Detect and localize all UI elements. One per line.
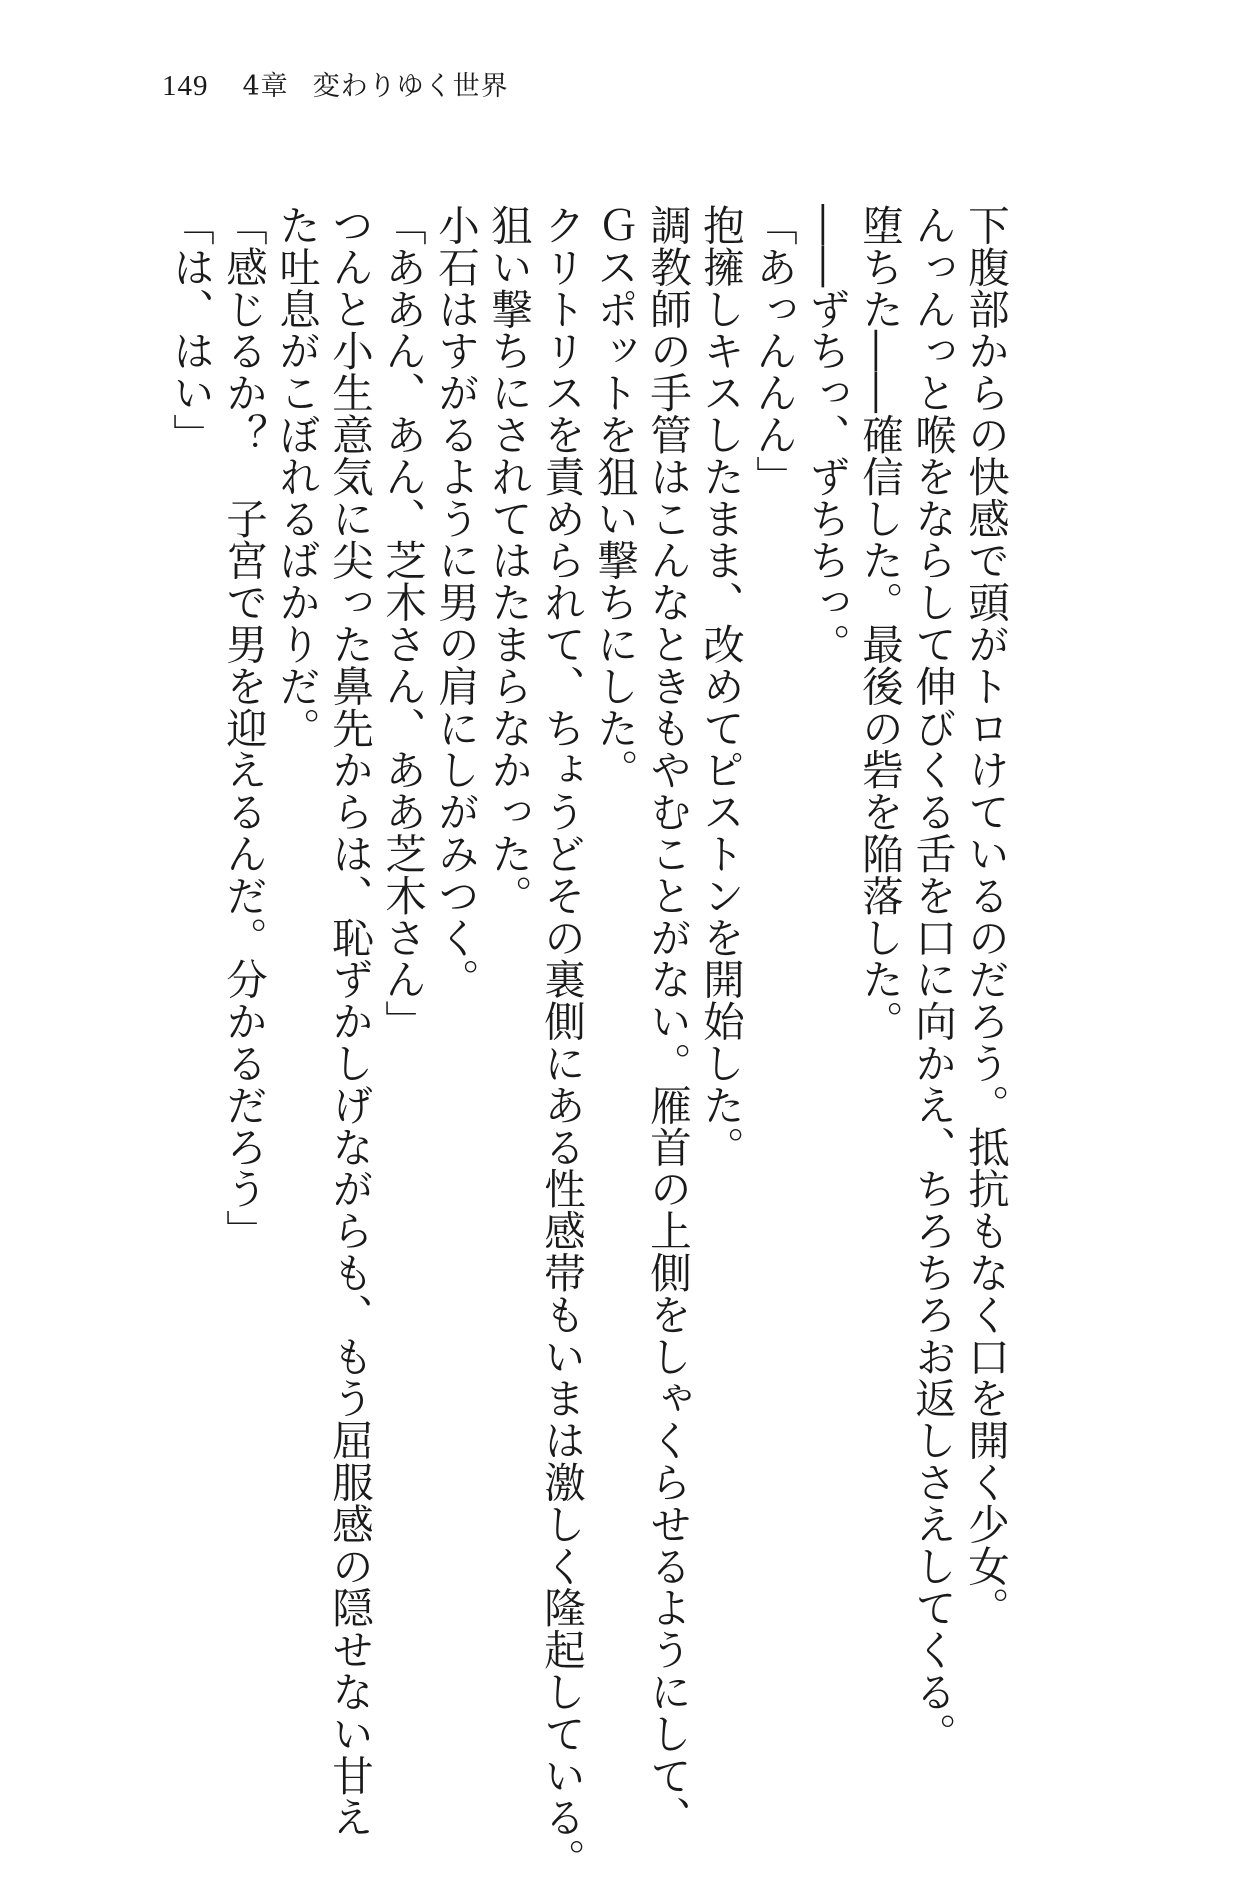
text-line: 小石はすがるように男の肩にしがみつく。 — [431, 204, 480, 1001]
text-line: 狙い撃ちにされてはたまらなかった。 — [484, 204, 533, 917]
page-number: 149 — [162, 70, 209, 102]
text-line: Ｇスポットを狙い撃ちにした。 — [590, 204, 639, 791]
text-line: 調教師の手管はこんなときもやむことがない。雁首の上側をしゃくらせるようにして、 — [643, 204, 692, 1839]
text-line: つんと小生意気に尖った鼻先からは、恥ずかしげながらも、もう屈服感の隠せない甘え — [325, 204, 374, 1839]
text-line: 抱擁しキスしたまま、改めてピストンを開始した。 — [696, 204, 745, 1168]
text-line: 「感じるか？ 子宮で男を迎えるんだ。分かるだろう」 — [219, 204, 268, 1252]
chapter-title: 変わりゆく世界 — [312, 71, 509, 102]
text-line: た吐息がこぼれるばかりだ。 — [272, 204, 321, 749]
text-line: 下腹部からの快感で頭がトロけているのだろう。抵抗もなく口を開く少女。 — [961, 204, 1010, 1629]
chapter-number: 4章 — [242, 71, 289, 102]
running-header — [162, 64, 509, 103]
text-line: クリトリスを責められて、ちょうどその裏側にある性感帯もいまは激しく隆起している。 — [537, 204, 586, 1880]
body-text — [164, 204, 1012, 1880]
text-line: 「あっんんん」 — [749, 204, 798, 498]
text-line: ――ずちっ、ずちちっ。 — [802, 204, 851, 665]
text-line: 「ああん、あん、芝木さん、ああ芝木さん」 — [378, 204, 427, 1042]
text-line: 「は、はい」 — [166, 204, 215, 456]
text-line: んっんっと喉をならして伸びくる舌を口に向かえ、ちろちろお返しさえしてくる。 — [908, 204, 957, 1755]
text-line: 堕ちた――確信した。最後の砦を陥落した。 — [855, 204, 904, 1042]
